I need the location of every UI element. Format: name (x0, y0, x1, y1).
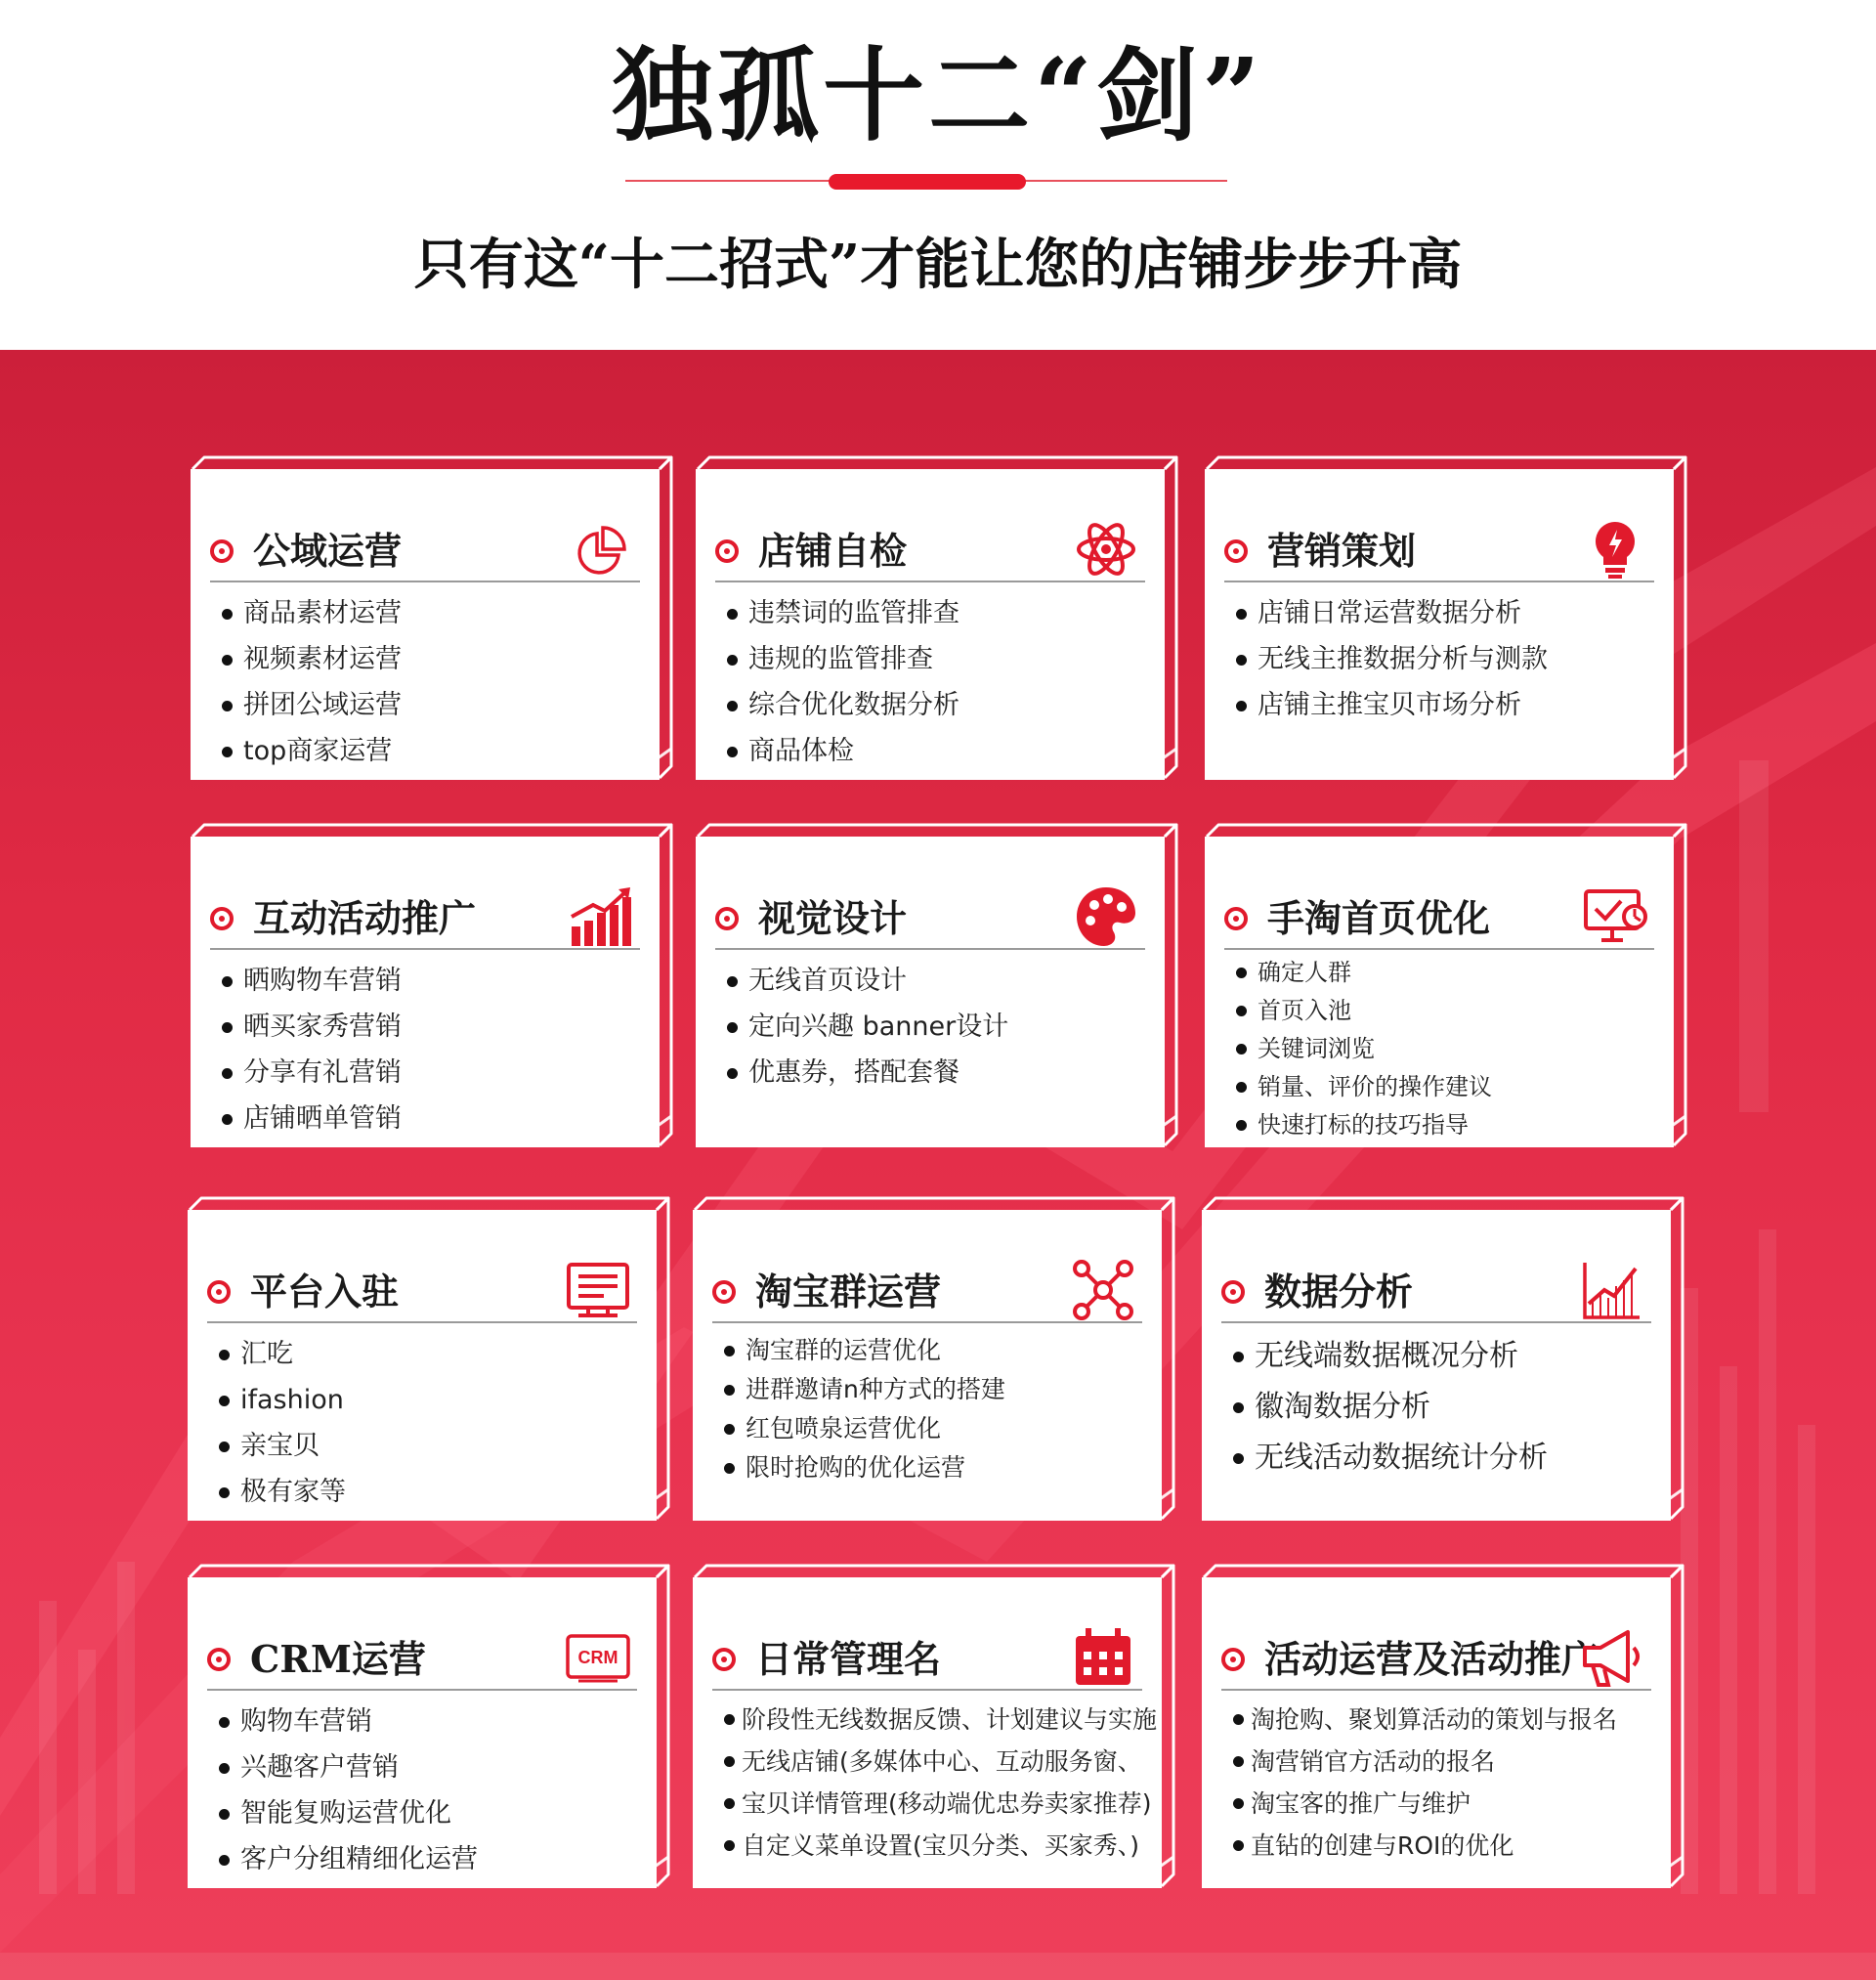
target-bullet-icon (210, 539, 234, 563)
list-item: 阶段性无线数据反馈、计划建议与实施 (724, 1699, 1157, 1741)
card-title: 淘宝群运营 (755, 1270, 942, 1313)
list-item: 视频素材运营 (222, 636, 402, 682)
card-title: 营销策划 (1267, 529, 1417, 573)
card-item-list (727, 958, 1008, 1096)
card-item-list (222, 958, 402, 1141)
list-item: 购物车营销 (219, 1699, 478, 1744)
card-header (715, 889, 1145, 950)
card-body (191, 469, 660, 780)
document-screen-icon (565, 1257, 631, 1323)
list-item: 自定义菜单设置(宝贝分类、买家秀、) (724, 1825, 1157, 1867)
card-header (1221, 1630, 1651, 1691)
card-body (1202, 1210, 1671, 1521)
target-bullet-icon (712, 1648, 736, 1671)
card-body (696, 837, 1165, 1147)
card-item-list (1233, 1699, 1617, 1867)
card-body (693, 1577, 1162, 1888)
list-item: 淘营销官方活动的报名 (1233, 1741, 1617, 1783)
card-body (1205, 837, 1674, 1147)
card-title: 视觉设计 (758, 896, 908, 940)
svg-text:CRM: CRM (577, 1648, 618, 1667)
service-card (696, 823, 1178, 1147)
list-item: 店铺主推宝贝市场分析 (1236, 682, 1548, 728)
list-item: 违禁词的监管排查 (727, 590, 959, 636)
list-item: 确定人群 (1236, 954, 1492, 992)
card-item-list (219, 1331, 346, 1515)
card-item-list (1236, 954, 1492, 1144)
card-header (210, 889, 640, 950)
list-item: 销量、评价的操作建议 (1236, 1068, 1492, 1106)
bar-chart-up-icon (568, 883, 634, 950)
service-card (1202, 1564, 1684, 1888)
list-item: 兴趣客户营销 (219, 1744, 478, 1790)
list-item: top商家运营 (222, 728, 402, 774)
list-item: 智能复购运营优化 (219, 1790, 478, 1836)
card-title: 活动运营及活动推广 (1264, 1637, 1599, 1681)
network-nodes-icon (1070, 1257, 1136, 1323)
card-item-list (727, 590, 959, 774)
list-item: 客户分组精细化运营 (219, 1836, 478, 1882)
target-bullet-icon (207, 1648, 231, 1671)
list-item: ifashion (219, 1377, 346, 1423)
card-body (1205, 469, 1674, 780)
list-item: 关键词浏览 (1236, 1030, 1492, 1068)
lightbulb-icon (1582, 516, 1648, 582)
list-item: 徽淘数据分析 (1233, 1382, 1548, 1433)
list-item: 无线首页设计 (727, 958, 1008, 1004)
card-header (207, 1263, 637, 1323)
list-item: 淘宝群的运营优化 (724, 1331, 1005, 1370)
target-bullet-icon (210, 907, 234, 930)
list-item: 直钻的创建与ROI的优化 (1233, 1825, 1617, 1867)
target-bullet-icon (1224, 907, 1248, 930)
list-item: 限时抢购的优化运营 (724, 1448, 1005, 1487)
card-title: CRM运营 (250, 1637, 426, 1681)
calendar-icon (1070, 1624, 1136, 1691)
service-card (1202, 1196, 1684, 1521)
list-item: 亲宝贝 (219, 1423, 346, 1469)
card-item-list (222, 590, 402, 774)
card-title: 手淘首页优化 (1267, 896, 1491, 940)
list-item: 晒购物车营销 (222, 958, 402, 1004)
list-item: 拼团公域运营 (222, 682, 402, 728)
crm-icon (565, 1624, 631, 1691)
list-item: 淘抢购、聚划算活动的策划与报名 (1233, 1699, 1617, 1741)
monitor-check-icon (1582, 883, 1648, 950)
card-title: 店铺自检 (758, 529, 908, 573)
card-body (1202, 1577, 1671, 1888)
list-item: 综合优化数据分析 (727, 682, 959, 728)
card-header (207, 1630, 637, 1691)
list-item: 优惠券，搭配套餐 (727, 1050, 1008, 1096)
list-item: 定向兴趣 banner设计 (727, 1004, 1008, 1050)
card-title: 日常管理名 (755, 1637, 942, 1681)
page-subtitle: 只有这“十二招式”才能让您的店铺步步升高 (413, 233, 1463, 297)
target-bullet-icon (715, 907, 739, 930)
list-item: 首页入池 (1236, 992, 1492, 1030)
list-item: 无线端数据概况分析 (1233, 1331, 1548, 1382)
service-card (191, 823, 673, 1147)
card-body (188, 1210, 657, 1521)
list-item: 店铺晒单管销 (222, 1096, 402, 1141)
list-item: 无线主推数据分析与测款 (1236, 636, 1548, 682)
header (0, 0, 1876, 350)
list-item: 分享有礼营销 (222, 1050, 402, 1096)
card-header (1221, 1263, 1651, 1323)
line-chart-icon (1579, 1257, 1645, 1323)
card-item-list (724, 1699, 1157, 1867)
list-item: 无线活动数据统计分析 (1233, 1433, 1548, 1484)
title-divider-bar (829, 174, 1026, 190)
service-card (191, 455, 673, 780)
list-item: 进群邀请n种方式的搭建 (724, 1370, 1005, 1409)
atom-icon (1073, 516, 1139, 582)
service-card (1205, 823, 1687, 1147)
card-item-list (1236, 590, 1548, 728)
service-card (693, 1564, 1175, 1888)
list-item: 店铺日常运营数据分析 (1236, 590, 1548, 636)
page-title: 独孤十二“剑” (612, 35, 1264, 155)
target-bullet-icon (712, 1280, 736, 1304)
card-title: 数据分析 (1264, 1270, 1414, 1313)
service-card (188, 1564, 670, 1888)
card-body (191, 837, 660, 1147)
card-body (693, 1210, 1162, 1521)
list-item: 极有家等 (219, 1469, 346, 1515)
list-item: 汇吃 (219, 1331, 346, 1377)
service-card (696, 455, 1178, 780)
service-card (693, 1196, 1175, 1521)
target-bullet-icon (207, 1280, 231, 1304)
list-item: 淘宝客的推广与维护 (1233, 1783, 1617, 1825)
target-bullet-icon (1224, 539, 1248, 563)
target-bullet-icon (715, 539, 739, 563)
target-bullet-icon (1221, 1280, 1245, 1304)
service-card (1205, 455, 1687, 780)
card-title: 互动活动推广 (253, 896, 477, 940)
card-item-list (219, 1699, 478, 1882)
card-item-list (1233, 1331, 1548, 1484)
card-header (1224, 889, 1654, 950)
list-item: 宝贝详情管理(移动端优忠券卖家推荐) (724, 1783, 1157, 1825)
list-item: 商品体检 (727, 728, 959, 774)
list-item: 无线店铺(多媒体中心、互动服务窗、 (724, 1741, 1157, 1783)
card-title: 平台入驻 (250, 1270, 400, 1313)
card-item-list (724, 1331, 1005, 1487)
palette-icon (1073, 883, 1139, 950)
target-bullet-icon (1221, 1648, 1245, 1671)
list-item: 快速打标的技巧指导 (1236, 1106, 1492, 1144)
card-header (1224, 522, 1654, 582)
card-header (712, 1263, 1142, 1323)
card-body (696, 469, 1165, 780)
card-header (715, 522, 1145, 582)
megaphone-icon (1579, 1624, 1645, 1691)
pie-chart-icon (568, 516, 634, 582)
card-header (210, 522, 640, 582)
list-item: 商品素材运营 (222, 590, 402, 636)
card-title: 公域运营 (253, 529, 403, 573)
list-item: 违规的监管排查 (727, 636, 959, 682)
card-header (712, 1630, 1142, 1691)
list-item: 红包喷泉运营优化 (724, 1409, 1005, 1448)
list-item: 晒买家秀营销 (222, 1004, 402, 1050)
card-body (188, 1577, 657, 1888)
service-card (188, 1196, 670, 1521)
